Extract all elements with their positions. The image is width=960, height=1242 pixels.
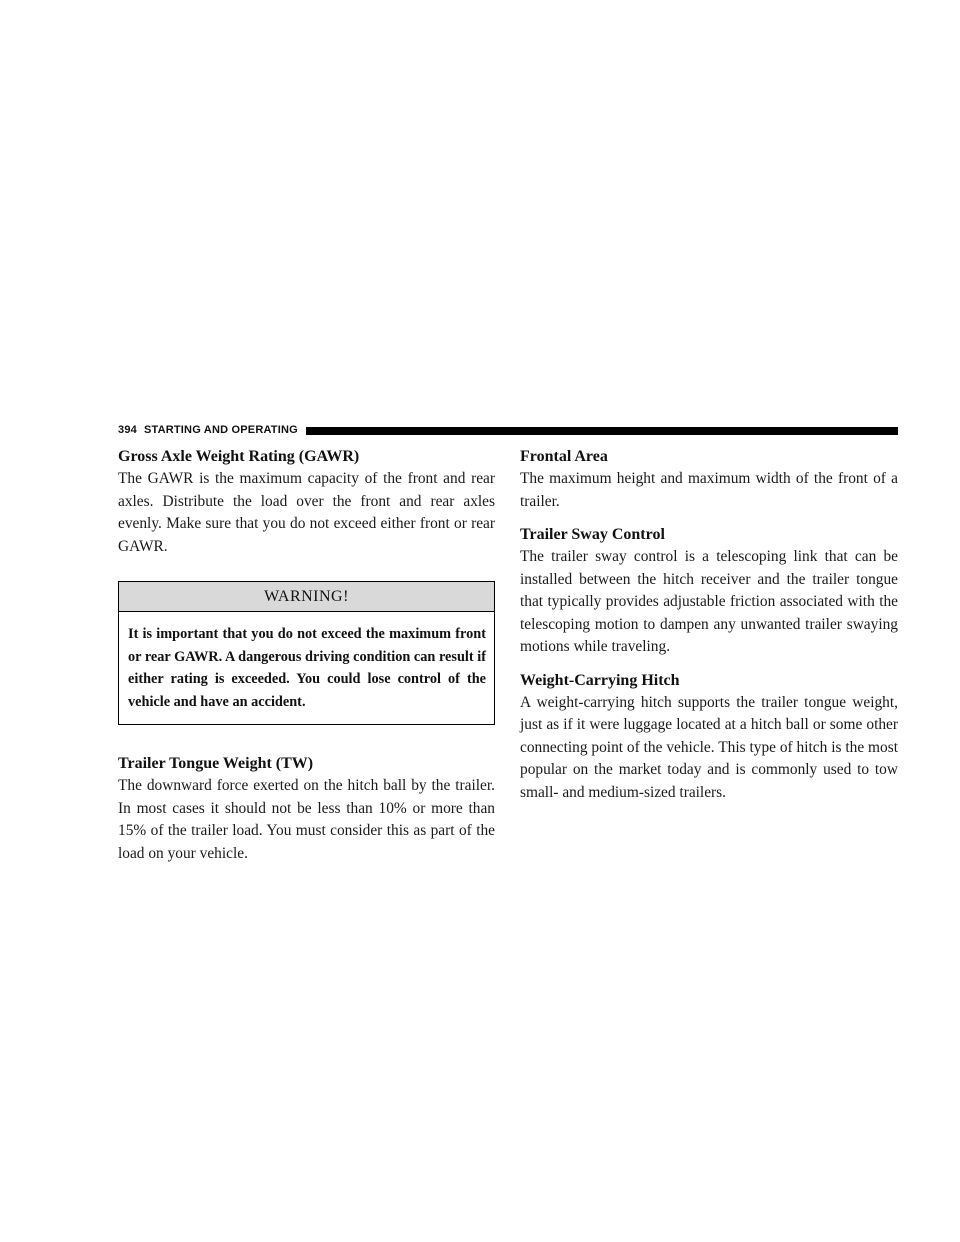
warning-title: WARNING!	[119, 582, 494, 612]
frontal-area-section	[520, 447, 898, 513]
section-title: STARTING AND OPERATING	[143, 424, 298, 436]
tongue-weight-section	[118, 754, 495, 865]
left-column	[118, 447, 495, 865]
weight-carrying-hitch-section	[520, 671, 898, 805]
page-number: 394	[118, 424, 137, 436]
gawr-section	[118, 447, 495, 558]
page-header	[118, 422, 898, 438]
tongue-weight-body: The downward force exerted on the hitch ball by the trailer. In most cases it should not be less than 10% or more than 15% of the trailer load. You must consider this as part of the load on your vehicle.	[118, 777, 495, 862]
right-column	[520, 447, 898, 804]
sway-control-body: The trailer sway control is a telescoping link that can be installed between the hitch receiver and the trailer tongue that typically provides adjustable friction associated with the telescoping motion to dampen any unwanted trailer swaying motions while traveling.	[520, 548, 898, 655]
header-rule	[306, 427, 898, 435]
sway-control-heading: Trailer Sway Control	[520, 526, 665, 543]
gawr-heading: Gross Axle Weight Rating (GAWR)	[118, 448, 360, 465]
frontal-area-body: The maximum height and maximum width of the front of a trailer.	[520, 470, 898, 510]
warning-body: It is important that you do not exceed the maximum front or rear GAWR. A dangerous driving condition can result if either rating is exceeded. You could lose control of the vehicle and have an accident.	[128, 626, 486, 710]
gawr-body: The GAWR is the maximum capacity of the front and rear axles. Distribute the load over the front and rear axles evenly. Make sure that you do not exceed either front or rear GAWR.	[118, 470, 495, 555]
warning-box	[118, 581, 495, 725]
tongue-weight-heading: Trailer Tongue Weight (TW)	[118, 755, 314, 772]
weight-carrying-hitch-body: A weight-carrying hitch supports the trailer tongue weight, just as if it were luggage located at a hitch ball or some other connecting point of the vehicle. This type of hitch is the most popular on the market today and is commonly used to tow small- and medium-sized trailers.	[520, 693, 898, 801]
sway-control-section	[520, 525, 898, 659]
weight-carrying-hitch-heading: Weight-Carrying Hitch	[520, 671, 680, 689]
frontal-area-heading: Frontal Area	[520, 448, 608, 465]
